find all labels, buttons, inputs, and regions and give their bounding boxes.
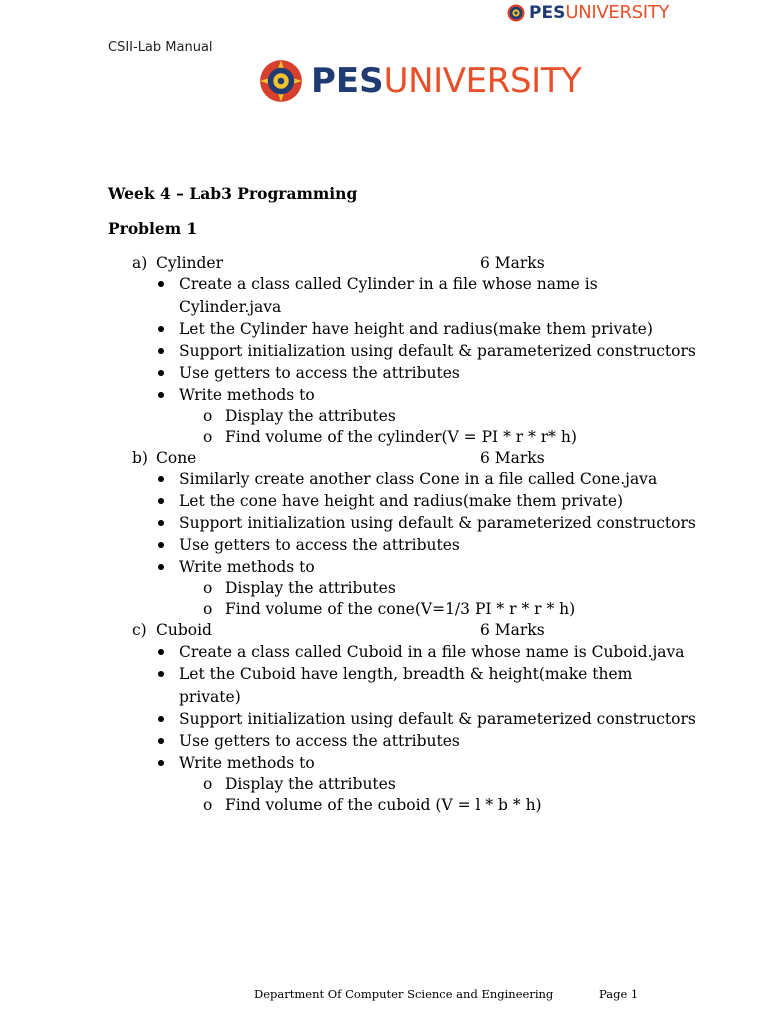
footer-page-number: Page 1 — [599, 987, 639, 1001]
sub-bullet-text: Find volume of the cuboid (V = l * b * h) — [225, 796, 542, 814]
section-letter: b) — [132, 449, 148, 467]
section-name: Cuboid — [156, 621, 212, 639]
sub-bullet-icon: o — [203, 796, 213, 814]
sub-bullet-text: Display the attributes — [225, 579, 396, 597]
sub-bullet-text: Find volume of the cone(V=1/3 PI * r * r * h) — [225, 600, 576, 618]
logo-text-university: UNIVERSITY — [565, 2, 670, 23]
bullet-icon — [158, 738, 164, 744]
bullet-icon — [158, 498, 164, 504]
bullet-icon — [158, 348, 164, 354]
sub-bullet-icon: o — [203, 579, 213, 597]
bullet-icon — [158, 370, 164, 376]
bullet-icon — [158, 760, 164, 766]
pes-university-logo — [259, 59, 582, 103]
pes-university-logo-small — [507, 4, 669, 22]
university-emblem-icon — [259, 59, 303, 103]
bullet-icon — [158, 326, 164, 332]
sub-bullet-icon: o — [203, 600, 213, 618]
bullet-text: Let the Cylinder have height and radius(make them private) — [179, 320, 653, 338]
bullet-text: Write methods to — [179, 754, 315, 772]
sub-bullet-text: Find volume of the cylinder(V = PI * r * r* h) — [225, 428, 577, 446]
bullet-text: private) — [179, 688, 241, 706]
bullet-icon — [158, 281, 164, 287]
lab-manual-label: CSII-Lab Manual — [108, 40, 213, 55]
bullet-icon — [158, 671, 164, 677]
section-marks: 6 Marks — [480, 449, 545, 467]
bullet-text: Cylinder.java — [179, 298, 282, 316]
bullet-text: Similarly create another class Cone in a file called Cone.java — [179, 470, 658, 488]
bullet-text: Use getters to access the attributes — [179, 364, 460, 382]
bullet-text: Support initialization using default & parameterized constructors — [179, 342, 696, 360]
section-name: Cone — [156, 449, 197, 467]
bullet-text: Write methods to — [179, 386, 315, 404]
bullet-text: Support initialization using default & parameterized constructors — [179, 514, 696, 532]
bullet-text: Use getters to access the attributes — [179, 536, 460, 554]
section-marks: 6 Marks — [480, 254, 545, 272]
logo-text-pes: PES — [529, 2, 566, 23]
bullet-text: Create a class called Cylinder in a file whose name is — [179, 275, 598, 293]
bullet-icon — [158, 564, 164, 570]
bullet-text: Create a class called Cuboid in a file whose name is Cuboid.java — [179, 643, 685, 661]
bullet-text: Support initialization using default & parameterized constructors — [179, 710, 696, 728]
footer-department: Department Of Computer Science and Engineering — [254, 987, 554, 1001]
bullet-text: Use getters to access the attributes — [179, 732, 460, 750]
university-emblem-icon — [507, 4, 525, 22]
bullet-text: Let the Cuboid have length, breadth & height(make them — [179, 665, 633, 683]
sub-bullet-icon: o — [203, 428, 213, 446]
bullet-icon — [158, 716, 164, 722]
section-marks: 6 Marks — [480, 621, 545, 639]
bullet-icon — [158, 542, 164, 548]
bullet-icon — [158, 476, 164, 482]
problem-heading: Problem 1 — [108, 219, 198, 238]
sub-bullet-icon: o — [203, 407, 213, 425]
page-title: Week 4 – Lab3 Programming — [108, 184, 358, 203]
sub-bullet-text: Display the attributes — [225, 775, 396, 793]
logo-text-pes: PES — [311, 61, 384, 101]
sub-bullet-icon: o — [203, 775, 213, 793]
bullet-icon — [158, 392, 164, 398]
bullet-icon — [158, 520, 164, 526]
bullet-icon — [158, 649, 164, 655]
section-name: Cylinder — [156, 254, 224, 272]
bullet-text: Write methods to — [179, 558, 315, 576]
logo-text-university: UNIVERSITY — [383, 61, 582, 101]
bullet-text: Let the cone have height and radius(make them private) — [179, 492, 624, 510]
section-letter: a) — [132, 254, 148, 272]
sub-bullet-text: Display the attributes — [225, 407, 396, 425]
section-letter: c) — [132, 621, 147, 639]
